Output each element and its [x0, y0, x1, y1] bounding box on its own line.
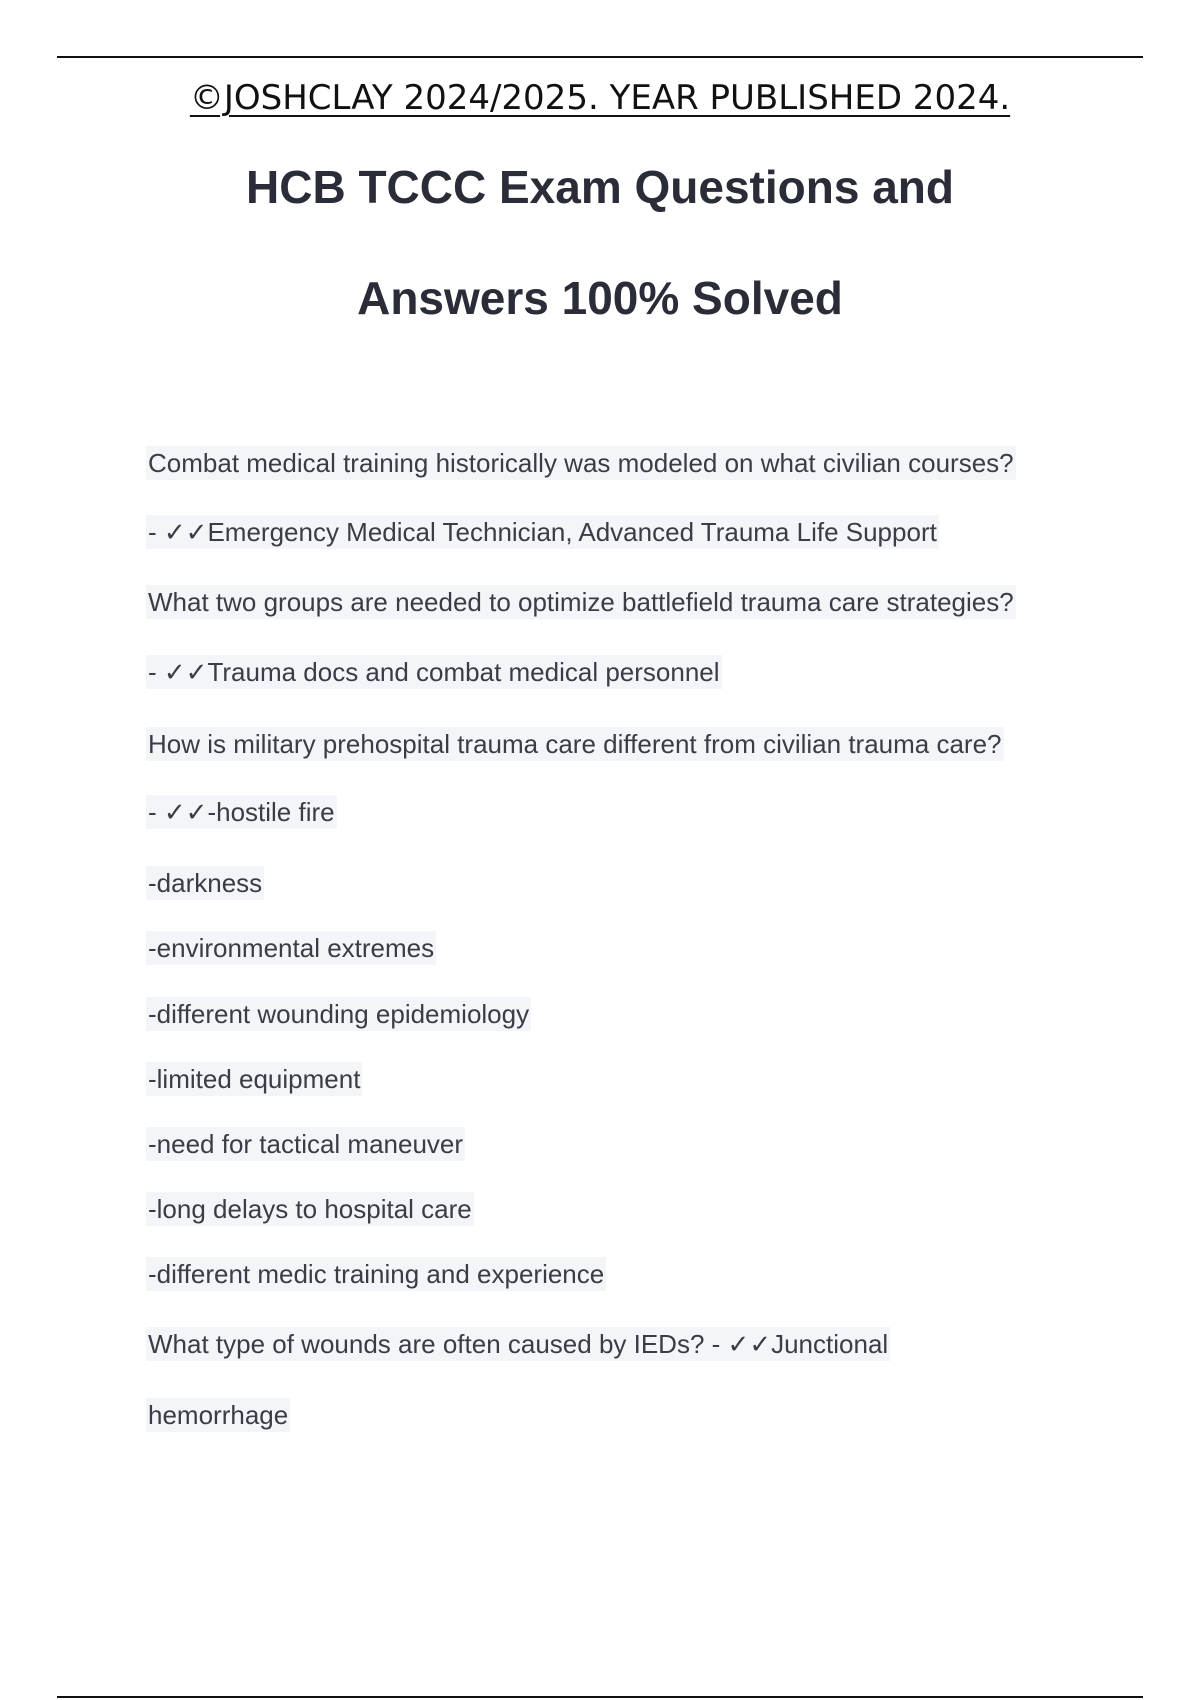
question-4: What type of wounds are often caused by IEDs? - ✓✓Junctional: [148, 1329, 889, 1359]
answer-3-item: -long delays to hospital care: [148, 1194, 472, 1224]
answer-3-item: - ✓✓-hostile fire: [148, 797, 335, 827]
answer-3-item: -limited equipment: [148, 1064, 361, 1094]
answer-3-item: -different wounding epidemiology: [148, 999, 530, 1029]
question-1: Combat medical training historically was modeled on what civilian courses?: [148, 448, 1014, 478]
answer-3-item: -environmental extremes: [148, 933, 435, 963]
answer-3-item: -need for tactical maneuver: [148, 1129, 464, 1159]
question-2: What two groups are needed to optimize battlefield trauma care strategies?: [148, 587, 1014, 617]
answer-2: - ✓✓Trauma docs and combat medical personnel: [148, 657, 720, 687]
question-3: How is military prehospital trauma care different from civilian trauma care?: [148, 729, 1002, 759]
copyright-header: [0, 78, 1200, 118]
answer-4-continuation: hemorrhage: [148, 1400, 289, 1430]
answer-3-item: -darkness: [148, 868, 263, 898]
top-rule: [57, 56, 1143, 58]
document-title-line-1: HCB TCCC Exam Questions and: [246, 161, 954, 213]
copyright-text: ©JOSHCLAY 2024/2025. YEAR PUBLISHED 2024.: [189, 78, 1011, 118]
bottom-rule: [57, 1696, 1143, 1698]
answer-1: - ✓✓Emergency Medical Technician, Advanced Trauma Life Support: [148, 517, 937, 547]
answer-3-item: -different medic training and experience: [148, 1259, 605, 1289]
document-title-line-2: Answers 100% Solved: [357, 272, 843, 324]
